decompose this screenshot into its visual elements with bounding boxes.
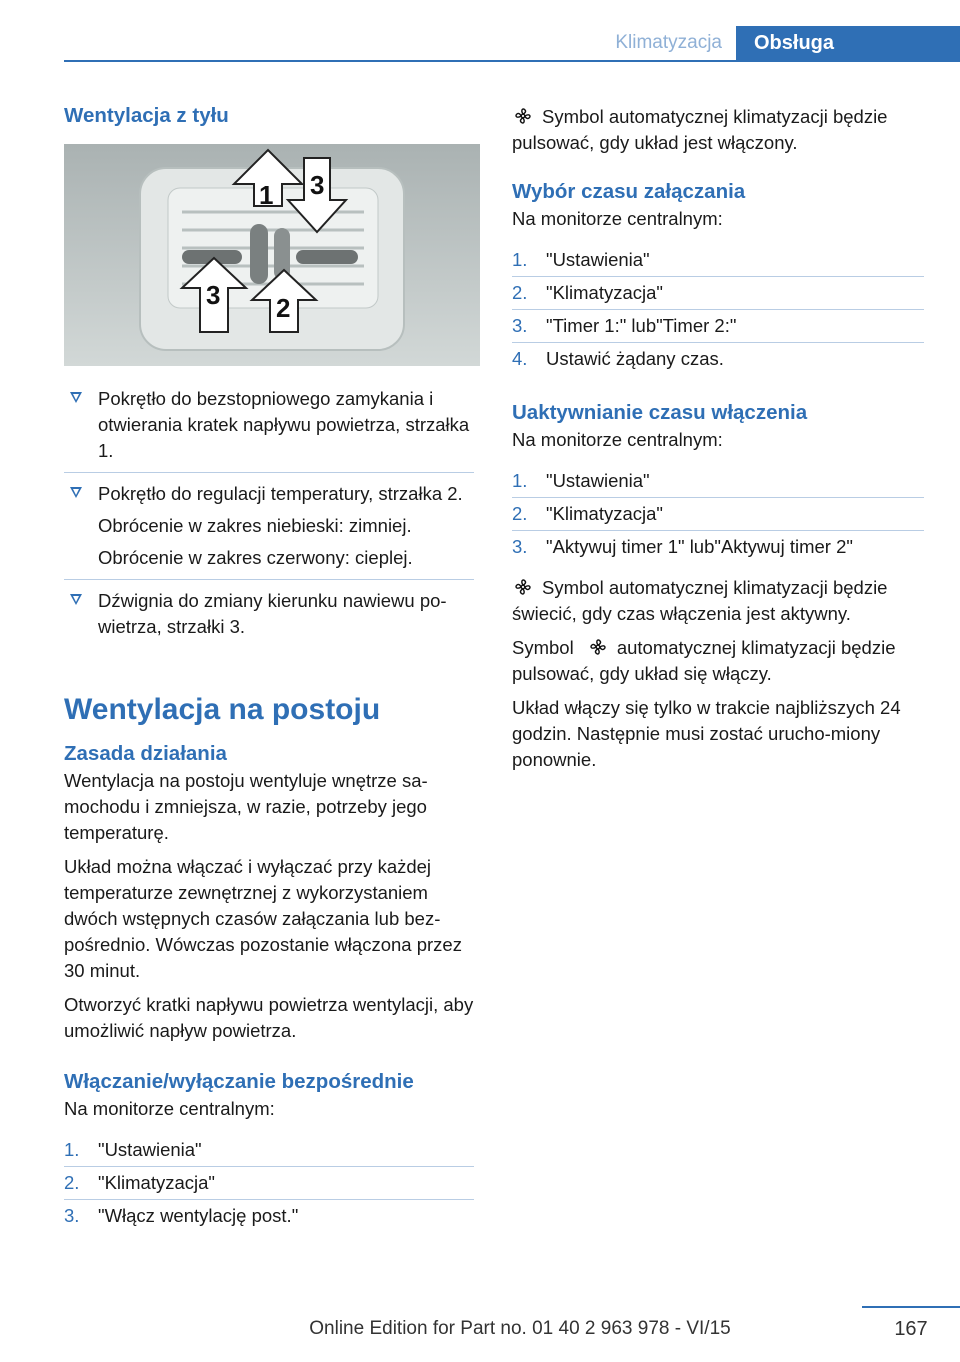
step-number: 1. (64, 1139, 80, 1160)
heading-direct-switch: Włączanie/wyłączanie bezpośrednie (64, 1070, 414, 1093)
step-number: 1. (512, 470, 528, 491)
paragraph-text: automatycznej klimatyzacji będzie pulsować, gdy układ się włączy. (512, 637, 896, 684)
left-column (64, 96, 474, 1232)
edition-footer: Online Edition for Part no. 01 40 2 963 978 - VI/15 (309, 1318, 731, 1339)
step-number: 4. (512, 348, 528, 369)
paragraph: Układ włączy się tylko w trakcie najbliższych 24 godzin. Następnie musi zostać urucho-miony ponownie. (512, 697, 901, 770)
list-item (64, 473, 474, 579)
list-item (512, 531, 924, 563)
paragraph-text: Symbol automatycznej klimatyzacji będzie świecić, gdy czas włączenia jest aktywny. (512, 577, 888, 624)
list-item (64, 378, 474, 472)
heading-parking-ventilation: Wentylacja na postoju (64, 693, 381, 726)
triangle-bullet-icon (70, 392, 82, 403)
step-number: 3. (64, 1205, 80, 1226)
list-item-text: Dźwignia do zmiany kierunku nawiewu po-wietrza, strzałki 3. (98, 590, 447, 637)
step-text: "Włącz wentylację post." (98, 1205, 299, 1226)
list-item (512, 343, 924, 375)
header-section-title: Klimatyzacja (615, 32, 722, 53)
step-text: "Ustawienia" (98, 1139, 202, 1160)
step-number: 1. (512, 249, 528, 270)
step-number: 3. (512, 315, 528, 336)
list-item-text: Pokrętło do regulacji temperatury, strzałka 2. (98, 483, 463, 504)
paragraph: Na monitorze centralnym: (512, 429, 723, 450)
triangle-bullet-icon (70, 487, 82, 498)
arrow-label-2: 2 (276, 293, 291, 323)
step-text: "Timer 1:" lub"Timer 2:" (546, 315, 737, 336)
step-text: Ustawić żądany czas. (546, 348, 724, 369)
paragraph: Otworzyć kratki napływu powietrza wentylacji, aby umożliwić napływ powietrza. (64, 994, 474, 1041)
ventilation-fan-icon (514, 578, 532, 596)
arrow-label-3a: 3 (206, 280, 221, 310)
list-item (64, 1167, 474, 1199)
paragraph (512, 575, 924, 627)
paragraph: Układ można włączać i wyłączać przy każdej temperaturze zewnętrznej z wykorzystaniem dwóch wstępnych czasów załączania lub bez-pośrednio. Wówczas pozostanie włączona przez 30 minut. (64, 856, 462, 981)
step-number: 3. (512, 536, 528, 557)
heading-activate-time: Uaktywnianie czasu włączenia (512, 401, 808, 424)
header-rule (64, 60, 960, 62)
heading-select-time: Wybór czasu załączania (512, 180, 746, 203)
paragraph (512, 635, 924, 687)
steps-list (512, 244, 924, 375)
list-item (512, 310, 924, 342)
step-text: "Klimatyzacja" (98, 1172, 215, 1193)
heading-principle: Zasada działania (64, 742, 227, 765)
paragraph: Na monitorze centralnym: (64, 1098, 275, 1119)
paragraph-text: Symbol (512, 637, 574, 658)
list-item-text: Pokrętło do bezstopniowego zamykania i otwierania kratek napływu powietrza, strzałka 1. (98, 388, 470, 461)
arrow-label-1: 1 (259, 180, 274, 210)
rear-vent-figure (64, 144, 480, 366)
list-item (512, 244, 924, 276)
steps-list (512, 465, 924, 563)
list-item (64, 1200, 474, 1232)
step-text: "Ustawienia" (546, 470, 650, 491)
arrow-label-3b: 3 (310, 170, 325, 200)
paragraph: Wentylacja na postoju wentyluje wnętrze sa-mochodu i zmniejsza, w razie, potrzeby jego temperaturę. (64, 770, 428, 843)
step-number: 2. (512, 282, 528, 303)
step-text: "Klimatyzacja" (546, 282, 663, 303)
list-item (64, 1134, 474, 1166)
step-text: "Ustawienia" (546, 249, 650, 270)
list-item (512, 498, 924, 530)
list-item (512, 465, 924, 497)
header-tab-active: Obsługa (736, 26, 960, 62)
paragraph: Na monitorze centralnym: (512, 208, 723, 229)
ventilation-fan-icon (514, 107, 532, 125)
step-number: 2. (512, 503, 528, 524)
paragraph (512, 104, 924, 156)
rear-vent-illustration (64, 144, 480, 366)
ventilation-fan-icon (589, 638, 607, 656)
step-text: "Klimatyzacja" (546, 503, 663, 524)
list-item (512, 277, 924, 309)
list-item-subtext: Obrócenie w zakres niebieski: zimniej. (98, 515, 412, 536)
step-text: "Aktywuj timer 1" lub"Aktywuj timer 2" (546, 536, 853, 557)
heading-rear-ventilation: Wentylacja z tyłu (64, 104, 229, 127)
right-column (512, 96, 924, 773)
page-number: 167 (862, 1306, 960, 1341)
control-description-list (64, 378, 474, 648)
list-item (64, 580, 474, 648)
steps-list (64, 1134, 474, 1232)
triangle-bullet-icon (70, 594, 82, 605)
list-item-subtext: Obrócenie w zakres czerwony: cieplej. (98, 547, 413, 568)
paragraph-text: Symbol automatycznej klimatyzacji będzie pulsować, gdy układ jest włączony. (512, 106, 888, 153)
step-number: 2. (64, 1172, 80, 1193)
